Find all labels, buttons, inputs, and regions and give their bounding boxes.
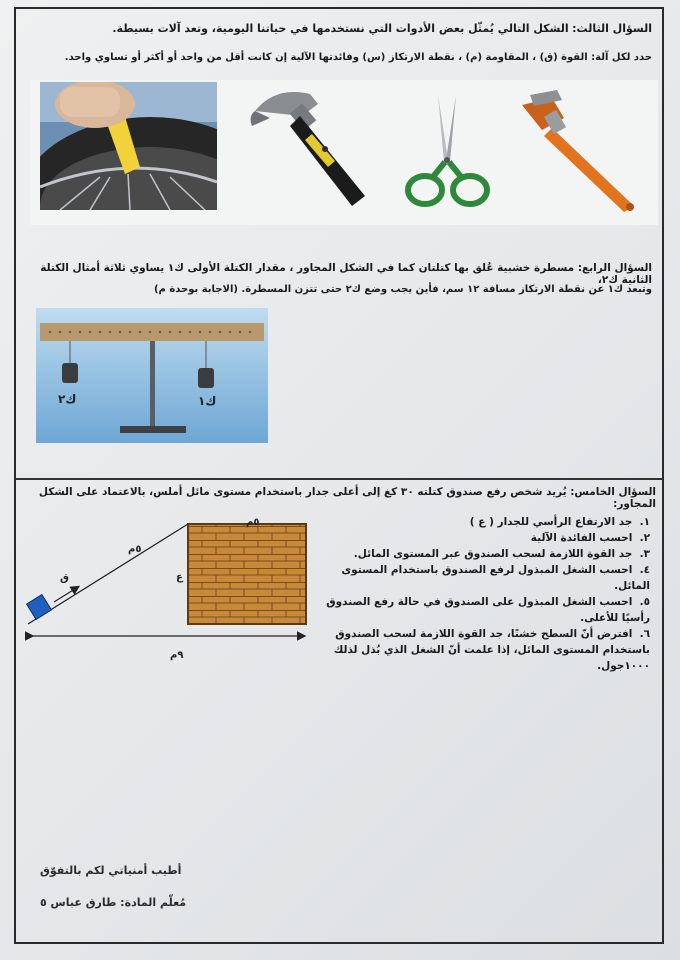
q5-text: يُريد شخص رفع صندوق كتلته ٣٠ كغ إلى أعلى جدار باستخدام مستوى مائل أملس، بالاعتماد على الشكل المجاور: <box>38 486 656 510</box>
q5-title: السؤال الخامس: <box>570 486 656 498</box>
q5-step-3: ٣. جد القوة اللازمة لسحب الصندوق عبر المستوى المائل. <box>353 548 650 560</box>
q3-header <box>32 22 652 35</box>
pipe-wrench-image <box>512 90 647 215</box>
section-divider <box>16 478 662 480</box>
q4-text: مسطرة خشبية عُلق بها كتلتان كما في الشكل المجاور ، مقدار الكتلة الأولى ك١ يساوي ثلاثة أمثال الكتلة الثانية ك٢، <box>40 262 652 286</box>
incline-diagram <box>20 512 320 662</box>
force-label: ق <box>60 573 69 584</box>
tire-lever-photo <box>40 82 217 210</box>
q4-text2: وتبعد ك١ عن نقطة الارتكاز مسافة ١٢ سم، فأين يجب وضع ك٢ حتى تتزن المسطرة. (الاجابة بوحدة م) <box>153 284 652 295</box>
base-length-label: ٩م <box>170 650 184 661</box>
q5-step-6: ٦. افترض أنّ السطح خشنًا، جد القوة اللازمة لسحب الصندوق باستخدام المستوى المائل، إذا علمت أنّ الشغل الذي بُذل لذلك ١٠٠٠جول. <box>333 628 650 672</box>
mass-k2-label: ك٢ <box>58 392 77 406</box>
q3-text: الشكل التالي يُمثّل بعض الأدوات التي نستخدمها في حياتنا اليومية، وتعد آلات بسيطة. <box>112 22 569 35</box>
q5-step-5: ٥. احسب الشغل المبذول على الصندوق في حالة رفع الصندوق رأسيًا للأعلى. <box>326 596 650 624</box>
q5-step-1: ١. جد الارتفاع الرأسي للجدار ( ع ) <box>469 516 650 528</box>
hammer-image <box>240 86 380 214</box>
q3-instruction: حدد لكل آلة: القوة (ق) ، المقاومة (م) ، نقطة الارتكاز (س) وفائدتها الآلية إن كانت أقل من واحد أو أكثر أو تساوي واحد. <box>64 52 652 63</box>
incline-line <box>28 524 188 624</box>
slope-length-label: ٥م <box>128 544 142 555</box>
q5-steps-list <box>320 514 650 674</box>
q5-header <box>16 486 656 510</box>
q4-header <box>22 262 652 286</box>
q5-step-2: ٢. احسب الفائدة الآلية <box>530 532 650 544</box>
balance-ruler-photo <box>36 308 268 443</box>
q3-title: السؤال الثالث: <box>572 22 652 35</box>
wall-top-label: ٥م <box>246 517 260 528</box>
brick-wall <box>188 524 306 624</box>
scissors-image <box>400 90 495 215</box>
closing-wish: أطيب أمنياتي لكم بالتفوّق <box>40 864 182 877</box>
box-on-incline <box>27 595 52 620</box>
height-label: ع <box>176 572 183 583</box>
mass-k1-label: ك١ <box>198 394 217 408</box>
q4-title: السؤال الرابع: <box>577 262 652 274</box>
q5-step-4: ٤. احسب الشغل المبذول لرفع الصندوق باستخدام المستوى المائل. <box>341 564 650 592</box>
teacher-name: مُعلّم المادة: طارق عباس ٥ <box>40 896 187 909</box>
